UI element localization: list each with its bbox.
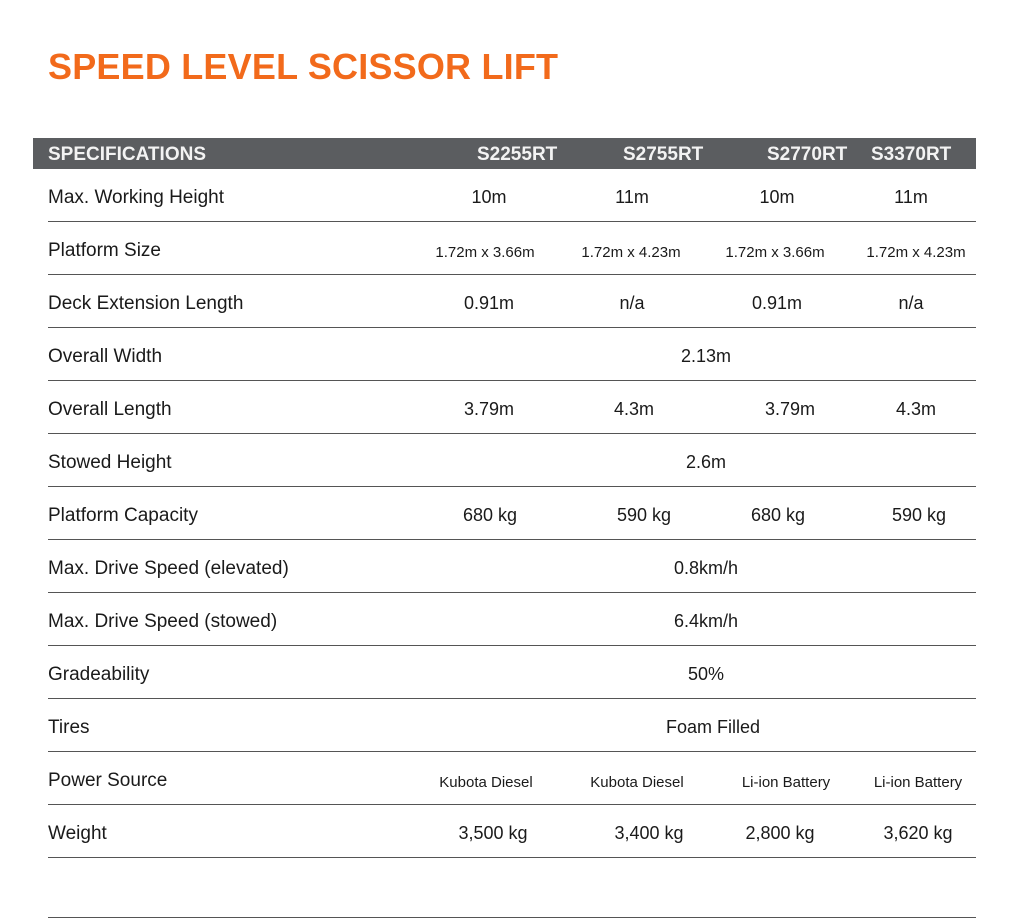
- table-row: [48, 752, 976, 805]
- cell: 1.72m x 3.66m: [725, 244, 825, 261]
- row-label: Max. Working Height: [48, 187, 224, 208]
- cell: 4.3m: [895, 399, 937, 419]
- cell: 0.8km/h: [673, 558, 739, 578]
- cell: Li-ion Battery: [873, 774, 963, 791]
- row-label: Platform Size: [48, 240, 161, 261]
- cell: 11m: [894, 187, 928, 207]
- cell: 1.72m x 4.23m: [581, 244, 681, 261]
- cell: 11m: [615, 187, 649, 207]
- header-s2255rt: S2255RT: [477, 144, 558, 165]
- cell: 590 kg: [616, 505, 672, 525]
- cell: 3,400 kg: [614, 823, 684, 843]
- cell: 1.72m x 4.23m: [866, 244, 966, 261]
- cell: 3.79m: [764, 399, 816, 419]
- row-label: Weight: [48, 823, 107, 844]
- header-s2770rt: S2770RT: [767, 144, 848, 165]
- row-label: Deck Extension Length: [48, 293, 244, 314]
- header-s3370rt: S3370RT: [871, 144, 952, 165]
- table-row: [48, 222, 976, 275]
- cell: 6.4km/h: [673, 611, 739, 631]
- table-row: [48, 487, 976, 540]
- cell: Kubota Diesel: [439, 774, 533, 791]
- cell: 2,800 kg: [745, 823, 815, 843]
- cell: 10m: [759, 187, 795, 207]
- cell: 1.72m x 3.66m: [435, 244, 535, 261]
- row-label: Platform Capacity: [48, 505, 198, 526]
- cell: 10m: [471, 187, 507, 207]
- table-row: [48, 169, 976, 222]
- cell: 50%: [687, 664, 725, 684]
- table-row: [48, 805, 976, 858]
- table-row: [48, 275, 976, 328]
- row-label: Power Source: [48, 770, 168, 791]
- cell: Foam Filled: [665, 717, 761, 737]
- row-label: Tires: [48, 717, 90, 738]
- row-label: Max. Drive Speed (elevated): [48, 558, 289, 579]
- row-label: Gradeability: [48, 664, 150, 685]
- page-title: SPEED LEVEL SCISSOR LIFT: [48, 46, 559, 87]
- cell: 590 kg: [891, 505, 947, 525]
- cell: n/a: [898, 293, 924, 313]
- row-label: Overall Length: [48, 399, 172, 420]
- header-specifications: SPECIFICATIONS: [48, 144, 206, 165]
- bottom-divider: [48, 917, 976, 918]
- cell: 4.3m: [613, 399, 655, 419]
- row-label: Max. Drive Speed (stowed): [48, 611, 278, 632]
- cell: 2.6m: [685, 452, 727, 472]
- cell: Kubota Diesel: [590, 774, 684, 791]
- table-row: [48, 328, 976, 381]
- cell: 0.91m: [751, 293, 803, 313]
- cell: 680 kg: [462, 505, 518, 525]
- table-row: [48, 540, 976, 593]
- header-s2755rt: S2755RT: [623, 144, 704, 165]
- table-row: [48, 646, 976, 699]
- table-row: [48, 434, 976, 487]
- cell: n/a: [619, 293, 645, 313]
- spec-table: [33, 138, 976, 858]
- table-row: [48, 699, 976, 752]
- cell: 0.91m: [463, 293, 515, 313]
- row-label: Overall Width: [48, 346, 163, 367]
- row-label: Stowed Height: [48, 452, 172, 473]
- cell: 3,500 kg: [458, 823, 528, 843]
- cell: Li-ion Battery: [741, 774, 831, 791]
- cell: 3.79m: [463, 399, 515, 419]
- cell: 680 kg: [750, 505, 806, 525]
- table-row: [48, 593, 976, 646]
- table-header: [33, 138, 976, 169]
- cell: 2.13m: [680, 346, 732, 366]
- table-row: [48, 381, 976, 434]
- cell: 3,620 kg: [883, 823, 953, 843]
